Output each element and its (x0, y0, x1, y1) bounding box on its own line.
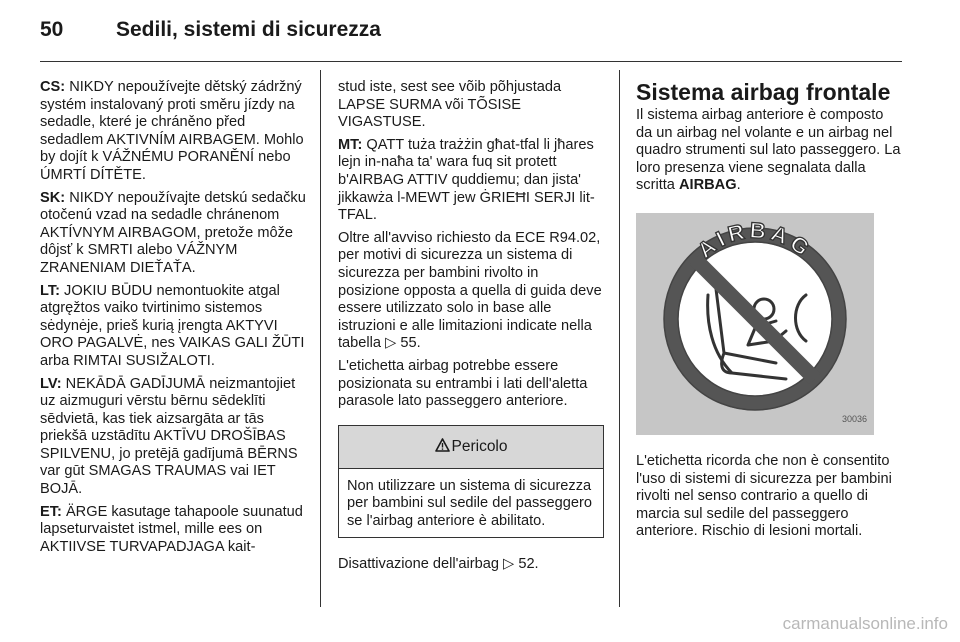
language-code: ET: (40, 503, 62, 520)
column-2 (338, 79, 604, 579)
warning-text: NIKDY nepoužívajte detskú sedačku otočenú vzad na sedadle chránenom AKTÍVNYM AIRBAGOM, pretože môže dôjsť k SMRTI alebo VÁŽNYM ZRANENIAM DIEŤAŤA. (40, 189, 306, 276)
header-rule (40, 61, 902, 62)
column-3 (636, 79, 902, 546)
page-reference-link[interactable]: 55. (400, 335, 421, 352)
warning-text: JOKIU BŪDU nemontuokite atgal atgręžtos vaiko tvirtinimo sistemos sėdynėje, prieš kurią įrengta AKTYVI ORO PAGALVĖ, nes VAIKAS GALI ŽŪTI arba RIMTAI SUSIŽALOTI. (40, 282, 305, 369)
page-header (40, 18, 381, 48)
section-title: Sistema airbag frontale (636, 79, 891, 105)
danger-box-body: Non utilizzare un sistema di sicurezza per bambini sul sedile del passeggero se l'airbag anteriore è abilitato. (347, 477, 593, 529)
running-title: Sedili, sistemi di sicurezza (116, 18, 381, 41)
warning-triangle-icon (435, 438, 450, 452)
language-code: CS: (40, 79, 66, 95)
page-ref-icon: ▷ (385, 335, 397, 352)
column-divider-2 (619, 70, 620, 607)
airbag-term: AIRBAG (678, 177, 737, 194)
warning-text-lt (40, 283, 306, 371)
page-number: 50 (40, 18, 64, 41)
no-rear-facing-child-seat-icon (636, 213, 874, 435)
warning-text: NEKĀDĀ GADĪJUMĀ neizmantojiet uz aizmuguri vērstu bērnu sēdeklīti sēdvietā, kas tiek aizsargāta ar tās priekšā uzstādītu AKTĪVU DROŠĪBAS SPILVENU, jo pretējā gadījumā BĒRNS var gūt SMAGAS TRAUMAS vai IET BOJĀ. (40, 375, 298, 498)
warning-text-et (40, 504, 306, 557)
body-paragraph: L'etichetta ricorda che non è consentito l'uso di sistemi di sicurezza per bambini rivolti nel senso contrario a quello di marcia sul sedile del passeggero anteriore. Rischio di lesioni mortali. (636, 452, 892, 540)
warning-text: ÄRGE kasutage tahapoole suunatud lapseturvaistet istmel, mille ees on AKTIIVSE TURVAPADJAGA kait- (40, 503, 303, 555)
body-paragraph: L'etichetta airbag potrebbe essere posizionata su entrambi i lati dell'aletta parasole lato passeggero anteriore. (338, 357, 588, 410)
warning-text-et-continued: stud iste, sest see võib põhjustada LAPSE SURMA või TÕSISE VIGASTUSE. (338, 79, 562, 131)
warning-text: NIKDY nepoužívejte dětský zádržný systém instalovaný proti směru jízdy na sedadle, které je chráněno před sedadlem AKTIVNÍM AIRBAGEM. Mohlo by dojít k VÁŽNÉMU PORANĚNÍ nebo ÚMRTÍ DÍTĚTE. (40, 79, 304, 183)
danger-box-title: Pericolo (451, 437, 508, 455)
warning-text-cs (40, 79, 306, 185)
paragraph-text: Disattivazione dell'airbag (338, 556, 504, 573)
airbag-label-figure (636, 213, 874, 435)
language-code: LT: (40, 282, 60, 299)
body-paragraph (338, 230, 604, 353)
paragraph-text: Oltre all'avviso richiesto da ECE R94.02, per motivi di sicurezza un sistema di sicurezza per bambini rivolto in posizione opposta a quella di guida deve essere utilizzato solo in base alle istruzioni e alle limitazioni indicate nella tabella (338, 229, 602, 352)
watermark: carmanualsonline.info (782, 614, 948, 633)
language-code: LV: (40, 375, 62, 392)
language-code: SK: (40, 189, 66, 206)
warning-text-sk (40, 190, 306, 278)
paragraph-text: Il sistema airbag anteriore è composto da un airbag nel volante e un airbag nel quadro strumenti sul lato passeggero. La loro presenza viene segnalata dalla scritta (636, 107, 901, 194)
column-divider-1 (320, 70, 321, 607)
column-1 (40, 79, 306, 561)
warning-text-mt (338, 137, 604, 225)
page-ref-icon: ▷ (503, 556, 515, 573)
danger-box-header (339, 426, 603, 469)
page-reference-link[interactable]: 52. (518, 556, 539, 573)
danger-box (338, 425, 604, 539)
warning-text: QATT tuża trażżin għat-tfal li jħares lejn in-naħa ta' wara fuq sit protett b'AIRBAG ATTIV quddiemu; dan jista' jikkawża l-MEWT jew ĠRIEĦI SERJI lit-TFAL. (338, 136, 595, 224)
body-paragraph (338, 556, 604, 574)
language-code: MT: (338, 136, 363, 153)
body-paragraph (636, 107, 902, 195)
warning-text-lv (40, 376, 306, 499)
figure-number: 30036 (841, 414, 867, 425)
figure-label: AIRBAG (692, 217, 818, 264)
paragraph-text: . (736, 177, 741, 194)
